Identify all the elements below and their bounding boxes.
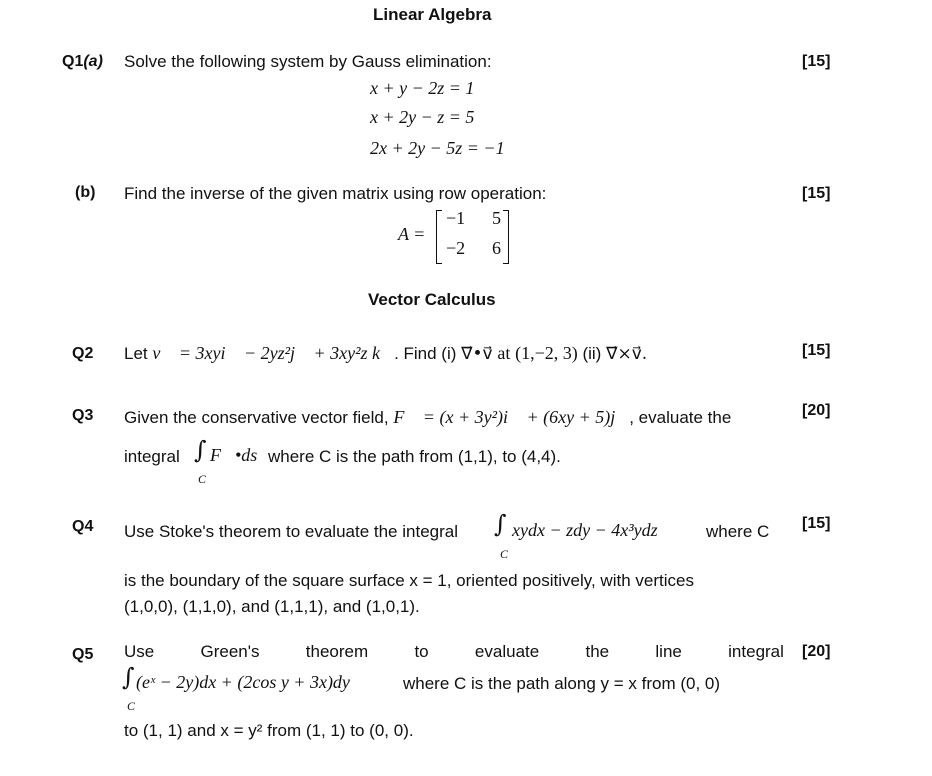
q4-line-2: is the boundary of the square surface x = 1, oriented positively, with vertices — [124, 571, 694, 590]
q4-integral-sign: ∫ — [494, 510, 507, 538]
q2-marks: [15] — [802, 342, 831, 359]
q2-line — [124, 343, 647, 364]
matrix-right-bracket — [503, 210, 509, 264]
q2-divergence: ∇⃗•v⃗ — [461, 344, 493, 364]
equation-1: x + y − 2z = 1 — [370, 78, 475, 98]
q2-let: Let — [124, 344, 148, 363]
q2-curl: ∇⃗×v⃗. — [606, 344, 648, 364]
section-title-vector-calculus: Vector Calculus — [368, 290, 496, 309]
q1b-marks: [15] — [802, 185, 831, 202]
q5-integrand: (eˣ − 2y)dx + (2cos y + 3x)dy — [136, 672, 350, 692]
q3-line-1 — [124, 407, 731, 428]
q5-line-1 — [124, 642, 784, 662]
matrix-left-bracket — [436, 210, 442, 264]
q4-line-3: (1,0,0), (1,1,0), and (1,1,1), and (1,0,1). — [124, 597, 420, 616]
q3-marks: [20] — [802, 402, 831, 419]
q1a-text: Solve the following system by Gauss elimination: — [124, 52, 492, 71]
q5-word-7: line — [655, 642, 682, 661]
matrix-cell-r2c1: −2 — [446, 238, 466, 258]
q1a-marks: [15] — [802, 53, 831, 70]
q3-vector-field: F⃗ = (x + 3y²)i⃗ + (6xy + 5)j⃗ — [393, 407, 630, 427]
question-number-q5: Q5 — [72, 646, 94, 663]
q4-intro: Use Stoke's theorem to evaluate the integral — [124, 522, 458, 541]
q3-intro: Given the conservative vector field, — [124, 408, 389, 427]
q5-word-8: integral — [728, 642, 784, 661]
q3-integrand: F⃗•ds⃗ — [210, 445, 272, 465]
q1-part-a-label: (a) — [83, 53, 103, 70]
question-number-q3: Q3 — [72, 407, 94, 424]
q2-at: at — [497, 343, 511, 363]
q3-integral-subscript: C — [198, 472, 207, 486]
matrix-cell-r1c2: 5 — [492, 208, 501, 228]
q2-point: (1,−2, 3) — [515, 343, 578, 363]
q4-marks: [15] — [802, 515, 831, 532]
q5-marks: [20] — [802, 643, 831, 660]
q5-line-3: to (1, 1) and x = y² from (1, 1) to (0, 0). — [124, 721, 414, 740]
q3-integral-word: integral — [124, 447, 180, 466]
q5-word-5: evaluate — [474, 642, 540, 661]
q1b-text: Find the inverse of the given matrix using row operation: — [124, 184, 547, 203]
matrix-name: A = — [398, 224, 426, 244]
q5-word-2: Green's — [200, 642, 260, 661]
q3-evaluate: , evaluate the — [629, 408, 732, 427]
equation-3: 2x + 2y − 5z = −1 — [370, 138, 505, 158]
q5-word-6: the — [585, 642, 610, 661]
q5-word-4: to — [414, 642, 429, 661]
q2-vector-definition: v⃗ = 3xyi⃗ − 2yz²j⃗ + 3xy²z k⃗ — [152, 343, 395, 363]
matrix-cell-r1c1: −1 — [446, 208, 466, 228]
q2-part-ii: (ii) — [582, 344, 602, 363]
question-number-q2: Q2 — [72, 345, 94, 362]
section-title-linear-algebra: Linear Algebra — [373, 5, 492, 24]
question-number-q4: Q4 — [72, 518, 94, 535]
q4-where: where C — [706, 522, 770, 541]
q2-find: . Find (i) — [394, 344, 457, 363]
q3-integral-sign: ∫ — [194, 436, 207, 464]
q3-path-text: where C is the path from (1,1), to (4,4). — [268, 447, 561, 466]
q5-path-text: where C is the path along y = x from (0, 0) — [403, 674, 721, 693]
q5-integral-sign: ∫ — [122, 663, 135, 691]
matrix-cell-r2c2: 6 — [492, 238, 501, 258]
q1-label: Q1 — [62, 53, 84, 70]
q5-word-3: theorem — [305, 642, 369, 661]
q4-integral-subscript: C — [500, 547, 509, 561]
q5-word-1: Use — [124, 642, 155, 661]
equation-2: x + 2y − z = 5 — [370, 107, 475, 127]
question-number-q1 — [62, 53, 103, 71]
q5-integral-subscript: C — [127, 699, 136, 713]
q4-integrand: xydx − zdy − 4x³ydz — [512, 520, 658, 540]
q1-part-b-label: (b) — [75, 184, 96, 201]
